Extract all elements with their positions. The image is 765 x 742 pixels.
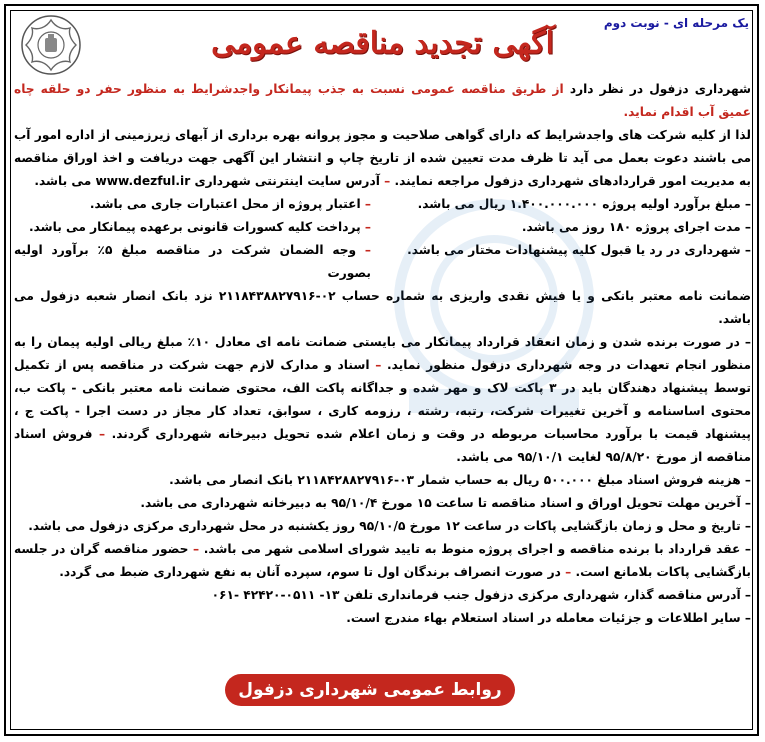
opening-text: تاریخ و محل و زمان بازگشایی پاکات در ساعت ۱۲ مورخ ۹۵/۱۰/۵ روز یکشنبه در محل شهرداری مرکزی دزفول می باشد. — [28, 519, 741, 533]
other-line — [14, 607, 751, 630]
intro-highlight: از طریق مناقصه عمومی نسبت به جذب پیمانکار واجدشرایط به منظور حفر دو حلقه چاه عمیق آب اقدام نماید. — [14, 82, 751, 119]
dash-icon: – — [384, 174, 391, 188]
deductions-text: پرداخت کلیه کسورات قانونی برعهده پیمانکار می باشد. — [28, 220, 361, 234]
documents-text: اسناد و مدارک لازم جهت شرکت در مناقصه پس از تکمیل توسط پیشنهاد دهندگان باید در ۳ پاکت لاک و مهر شده و جداگانه پاکت الف، محتوی ضمانت نامه معتبر بانکی - پاکت ب، محتوی اساسنامه و آخرین تغییرات شرکت، رتبه، رشته ، رزومه کاری ، سوابق، تعداد کار مجاز در دست اجرا - پاکت ج ، پیشنهاد قیمت با برآورد محاسبات مربوطه در وقت و زمان اعلام شده تحویل دبیرخانه شهرداری گردند. — [14, 358, 751, 441]
row-duration-deductions — [14, 216, 751, 239]
bullet-icon: – — [740, 542, 752, 556]
bidders-text: حضور مناقصه گران در جلسه بازگشایی پاکات بلامانع است. — [14, 542, 751, 579]
contract-paragraph — [14, 538, 751, 584]
website-line: آدرس سایت اینترنتی شهرداری www.dezful.ir می باشد. — [34, 174, 380, 188]
bullet-icon: – — [740, 473, 751, 487]
deadline-text: آخرین مهلت تحویل اوراق و اسناد مناقصه تا ساعت ۱۵ مورخ ۹۵/۱۰/۴ به دبیرخانه شهرداری می باشد. — [140, 496, 741, 510]
dash-icon: – — [560, 565, 572, 579]
row-acceptance-deposit — [14, 239, 751, 285]
intro-paragraph — [14, 78, 751, 124]
dash-icon: – — [356, 243, 371, 257]
duration-text: مدت اجرای پروژه ۱۸۰ روز می باشد. — [521, 220, 741, 234]
fee-line — [14, 469, 751, 492]
stage-label: یک مرحله ای - نوبت دوم — [603, 16, 749, 30]
invitation-paragraph — [14, 124, 751, 193]
estimate-text: مبلغ برآورد اولیه پروژه ۱.۴۰۰.۰۰۰.۰۰۰ ریال می باشد. — [417, 197, 741, 211]
bullet-icon: – — [739, 335, 751, 349]
bullet-icon: – — [740, 496, 751, 510]
deadline-line — [14, 492, 751, 515]
intro-text: شهرداری دزفول در نظر دارد — [569, 82, 752, 96]
municipality-seal-icon — [20, 14, 82, 76]
invitation-text: لذا از کلیه شرکت های واجدشرایط که دارای گواهی صلاحیت و مجوز پروانه بهره برداری از آبهای زیرزمینی از اداره امور آب می باشند دعوت بعمل می آید تا ظرف مدت تعیین شده از تاریخ چاپ و انتشار این آگهی جهت دریافت و اخذ اوراق مناقصه به مدیریت امور قراردادهای شهرداری دزفول مراجعه نمایند. — [14, 128, 751, 188]
guarantee-text: در صورت برنده شدن و زمان انعقاد قرارداد پیمانکار می بایستی ضمانت نامه ای معادل ۱۰٪ مبلغ ریالی اولیه پیمان را به منظور انجام تعهدات در وجه شهرداری دزفول منظور نماید. — [14, 335, 751, 372]
footer-label: روابط عمومی شهرداری دزفول — [238, 680, 502, 700]
address-text: آدرس مناقصه گذار، شهرداری مرکزی دزفول جنب فرمانداری تلفن ۱۳- ۰۵۱۱-۴۲۴۲۰ -۰۶۱ — [211, 588, 741, 602]
dash-icon: – — [360, 220, 371, 234]
header — [14, 14, 751, 78]
deposit-start-text: وجه الضمان شرکت در مناقصه مبلغ ۵٪ برآورد اولیه بصورت — [14, 243, 371, 280]
bullet-icon: – — [740, 611, 751, 625]
bullet-icon: – — [740, 588, 751, 602]
other-text: سایر اطلاعات و جزئیات معامله در اسناد استعلام بهاء مندرج است. — [346, 611, 741, 625]
guarantee-paragraph — [14, 331, 751, 469]
notice — [14, 14, 751, 728]
fee-text: هزینه فروش اسناد مبلغ ۵۰۰.۰۰۰ ریال به حساب شمار ۰۳-۲۱۱۸۴۲۸۸۲۷۹۱۶ بانک انصار می باشد. — [169, 473, 741, 487]
opening-line — [14, 515, 751, 538]
dash-icon: – — [188, 542, 200, 556]
sale-text: فروش اسناد مناقصه از مورخ ۹۵/۸/۲۰ لغایت ۹۵/۱۰/۱ می باشد. — [14, 427, 751, 464]
dash-icon: – — [92, 427, 106, 441]
dash-icon: – — [360, 197, 371, 211]
withdraw-text: در صورت انصراف برندگان اول تا سوم، سپرده آنان به نفع شهرداری ضبط می گردد. — [59, 565, 561, 579]
bullet-icon: – — [740, 197, 751, 211]
bullet-icon: – — [740, 243, 751, 257]
notice-title: آگهی تجدید مناقصه عمومی — [211, 26, 554, 61]
dash-icon: – — [369, 358, 382, 372]
bullet-icon: – — [740, 220, 751, 234]
deposit-paragraph: ضمانت نامه معتبر بانکی و یا فیش نقدی واریزی به شماره حساب ۰۲-۲۱۱۸۴۳۸۸۲۷۹۱۶ نزد بانک انصار شعبه دزفول می باشد. — [14, 289, 751, 326]
bullet-icon: – — [740, 519, 751, 533]
row-estimate-credit — [14, 193, 751, 216]
address-line — [14, 584, 751, 607]
contract-text: عقد قرارداد با برنده مناقصه و اجرای پروژه منوط به تایید شورای اسلامی شهر می باشد. — [203, 542, 741, 556]
acceptance-text: شهرداری در رد یا قبول کلیه پیشنهادات مختار می باشد. — [407, 243, 741, 257]
credit-text: اعتبار پروژه از محل اعتبارات جاری می باشد. — [89, 197, 361, 211]
footer-banner — [225, 674, 515, 706]
notice-body — [14, 78, 751, 630]
